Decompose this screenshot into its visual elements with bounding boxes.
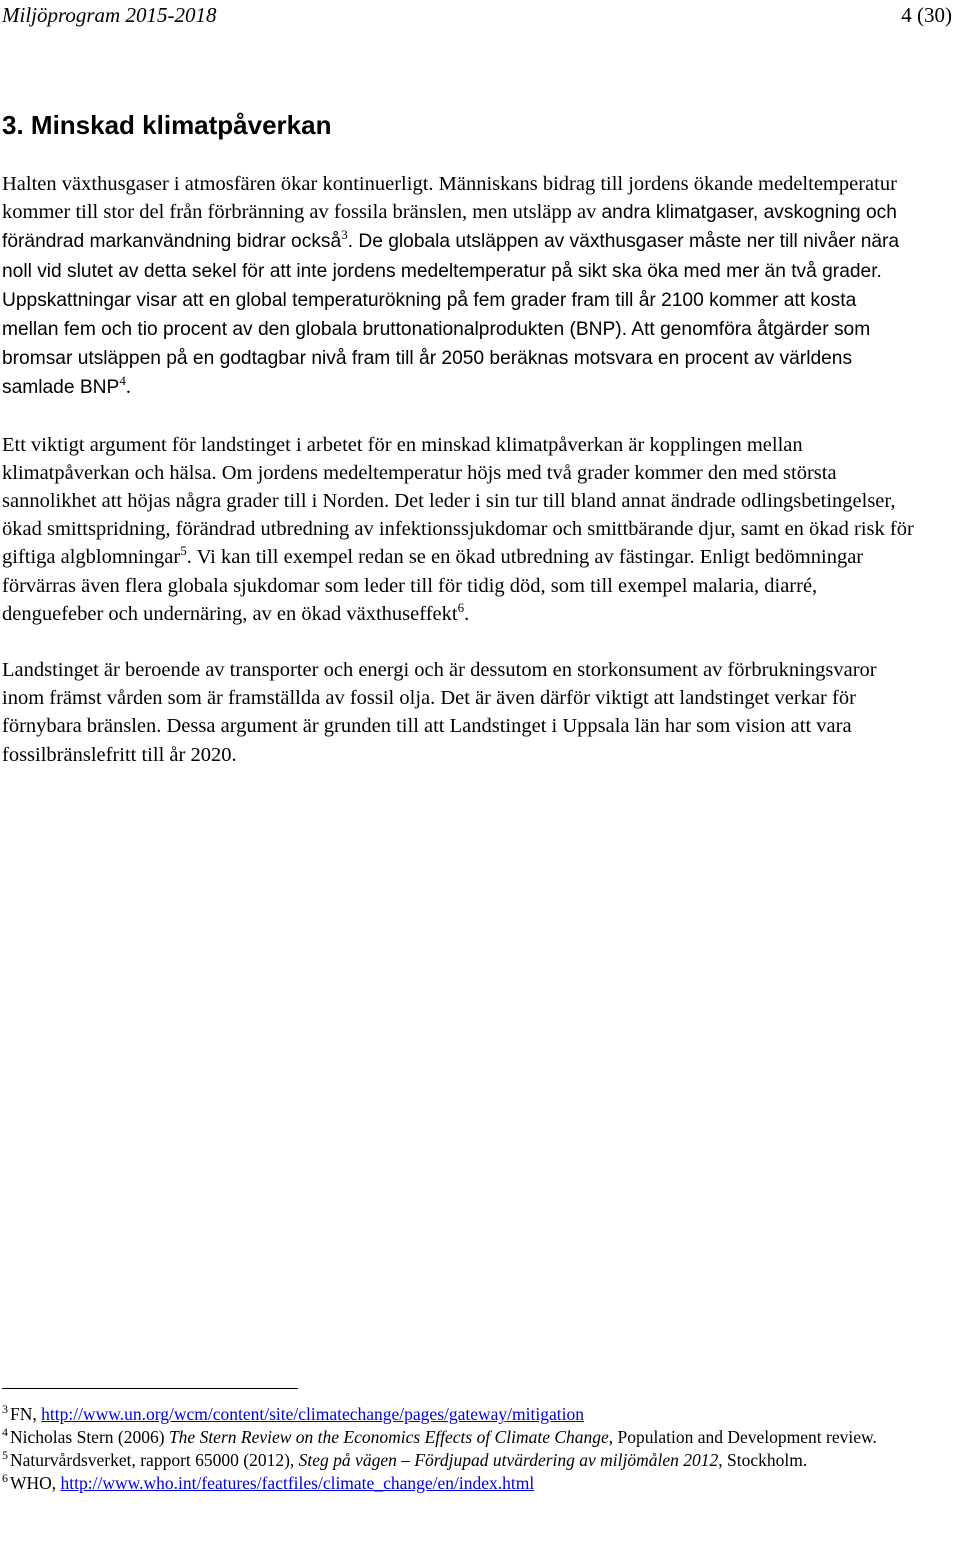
footnote-separator [2, 1388, 298, 1389]
paragraph-1-end: . [125, 376, 131, 399]
paragraph-1 [2, 170, 918, 403]
paragraph-2-end: . [464, 602, 470, 625]
paragraph-1-part-d: Uppskattningar visar att en global temperaturökning på fem grader fram till år 2100 kommer att kosta mellan fem och tio procent av den globala bruttonationalprodukten (BNP). [2, 289, 857, 341]
footnote-number: 5 [2, 1448, 8, 1463]
footnote-ref-4[interactable]: 4 [119, 373, 126, 389]
footnote-5 [2, 1449, 902, 1472]
footnote-6 [2, 1472, 902, 1495]
paragraph-2-part-b: . Vi kan till exempel redan se en ökad utbredning av fästingar. Enligt bedömningar förvärras även flera globala sjukdomar som leder till för tidig död, som till exempel malaria, diarré, denguefeber och undernäring, av en ökad växthuseffekt [2, 546, 864, 625]
page-header [2, 2, 952, 28]
page-number: 4 (30) [901, 3, 952, 27]
paragraph-1-part-c: . De globala utsläppen av växthusgaser måste ner till nivåer nära noll vid slutet av detta sekel för att inte jordens medeltemperatur på sikt ska öka med mer än två grader. [2, 231, 900, 282]
footnote-number: 4 [2, 1425, 8, 1440]
footnote-text: Naturvårdsverket, rapport 65000 (2012), [10, 1450, 299, 1470]
footnote-rest: , Stockholm. [718, 1450, 808, 1470]
paragraph-2 [2, 431, 918, 628]
footnote-rest: , Population and Development review. [608, 1427, 877, 1447]
footnote-text: Nicholas Stern (2006) [10, 1427, 169, 1447]
footnote-title: Steg på vägen – Fördjupad utvärdering av miljömålen 2012 [298, 1450, 719, 1470]
footnote-link-who[interactable]: http://www.who.int/features/factfiles/climate_change/en/index.html [60, 1473, 535, 1493]
paragraph-2-part-a: Ett viktigt argument för landstinget i arbetet för en minskad klimatpåverkan är kopplingen mellan klimatpåverkan och hälsa. Om jordens medeltemperatur höjs med två grader kommer den med största sannolikhet att höjas några grader till i Norden. Det leder i sin tur till bland annat ändrade odlingsbetingelser, ökad smittspridning, förändrad utbredning av infektionssjukdomar och smittbärande djur, samt en ökad risk för giftiga algblomningar [2, 433, 914, 569]
footnote-number: 6 [2, 1471, 8, 1486]
paragraph-1-part-e: Att genomföra åtgärder som bromsar utsläppen på en godtagbar nivå fram till år 2050 beräknas motsvara en procent av världens samlade BNP [2, 319, 871, 399]
footnote-text: FN, [10, 1404, 42, 1424]
footnote-title: The Stern Review on the Economics Effects of Climate Change [168, 1427, 609, 1447]
footnote-link-un[interactable]: http://www.un.org/wcm/content/site/climatechange/pages/gateway/mitigation [41, 1404, 584, 1424]
footnote-ref-6[interactable]: 6 [457, 600, 465, 616]
paragraph-1-part-b: andra klimatgaser, avskogning och förändrad markanvändning bidrar också [2, 202, 897, 253]
footnote-number: 3 [2, 1402, 8, 1417]
footnote-3 [2, 1403, 902, 1426]
footnotes [2, 1403, 902, 1495]
footnote-ref-3[interactable]: 3 [341, 227, 348, 243]
paragraph-3: Landstinget är beroende av transporter och energi och är dessutom en storkonsument av förbrukningsvaror inom främst vården som är framställda av fossil olja. Det är även därför viktigt att landstinget verkar för förnybara bränslen. Dessa argument är grunden till att Landstinget i Uppsala län har som vision att vara fossilbränslefritt till år 2020. [2, 659, 877, 766]
footnote-4 [2, 1426, 902, 1449]
footnote-ref-5[interactable]: 5 [180, 543, 187, 559]
paragraph-1-part-a: Halten växthusgaser i atmosfären ökar kontinuerligt. Människans bidrag till jordens ökande medeltemperatur kommer till stor del från förbränning av fossila bränslen, men utsläpp av [2, 173, 897, 224]
document-title: Miljöprogram 2015-2018 [2, 3, 217, 27]
body-text [2, 170, 918, 797]
section-heading: 3. Minskad klimatpåverkan [2, 110, 332, 140]
footnote-text: WHO, [10, 1473, 61, 1493]
